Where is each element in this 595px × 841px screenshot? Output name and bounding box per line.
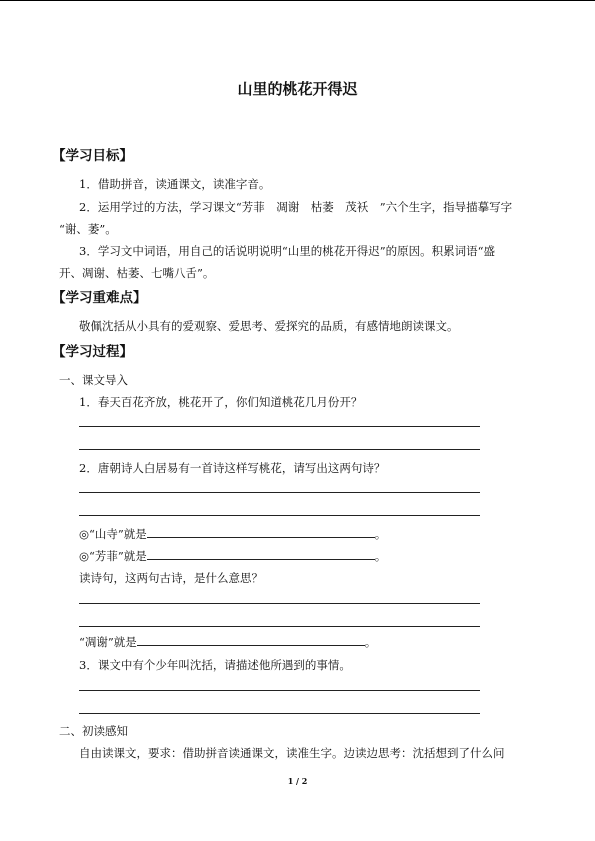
question-2: 2．唐朝诗人白居易有一首诗这样写桃花，请写出这两句诗？ (79, 461, 386, 475)
question-3: 3．课文中有个少年叫沈括，请描述他所遇到的事情。 (79, 658, 351, 672)
top-border-line (0, 0, 595, 1)
read-poem-question: 读诗句，这两句古诗，是什么意思？ (79, 571, 263, 585)
answer-line[interactable] (79, 626, 480, 627)
answer-line[interactable] (79, 603, 480, 604)
fill-diaoxie (79, 634, 376, 650)
fill-diaoxie-blank[interactable] (137, 634, 365, 646)
objective-item-3: 3．学习文中词语，用自己的话说明说明“山里的桃花开得迟”的原因。积累词语“盛 (79, 244, 495, 258)
part2-title: 二、初读感知 (59, 724, 128, 738)
fill-fangfei-end: 。 (374, 549, 387, 563)
page-number: 1 / 2 (287, 776, 308, 786)
answer-line[interactable] (79, 449, 480, 450)
question-1: 1．春天百花齐放，桃花开了，你们知道桃花几月份开？ (79, 395, 363, 409)
answer-line[interactable] (79, 492, 480, 493)
fill-shansi-blank[interactable] (147, 526, 375, 538)
fill-shansi-label: ◎“山寺”就是 (79, 527, 147, 541)
objectives-heading: 【学习目标】 (52, 148, 133, 164)
objective-item-1: 1．借助拼音，读通课文，读准字音。 (79, 177, 271, 191)
fill-shansi-end: 。 (374, 527, 387, 541)
page-title: 山里的桃花开得迟 (237, 80, 358, 98)
answer-line[interactable] (79, 426, 480, 427)
objective-item-2: 2．运用学过的方法，学习课文“芳菲 凋谢 枯萎 茂袄 ”六个生字，指导描摹写字 (79, 200, 513, 214)
answer-line[interactable] (79, 690, 480, 691)
fill-fangfei-label: ◎“芳菲”就是 (79, 549, 147, 563)
key-points-text: 敬佩沈括从小具有的爱观察、爱思考、爱探究的品质，有感情地朗读课文。 (79, 319, 459, 333)
part2-text: 自由读课文，要求：借助拼音读通课文，读准生字。边读边思考：沈括想到了什么问 (79, 746, 505, 760)
fill-diaoxie-end: 。 (364, 635, 377, 649)
objective-item-3-cont: 开、凋谢、枯萎、七嘴八舌”。 (59, 266, 215, 280)
objective-item-2-cont: “谢、萎”。 (59, 222, 117, 236)
answer-line[interactable] (79, 515, 480, 516)
part1-title: 一、课文导入 (59, 373, 128, 387)
process-heading: 【学习过程】 (52, 344, 133, 360)
fill-fangfei (79, 548, 386, 564)
answer-line[interactable] (79, 713, 480, 714)
fill-shansi (79, 526, 386, 542)
fill-fangfei-blank[interactable] (147, 548, 375, 560)
key-points-heading: 【学习重难点】 (52, 290, 147, 306)
fill-diaoxie-label: “凋谢”就是 (79, 635, 137, 649)
